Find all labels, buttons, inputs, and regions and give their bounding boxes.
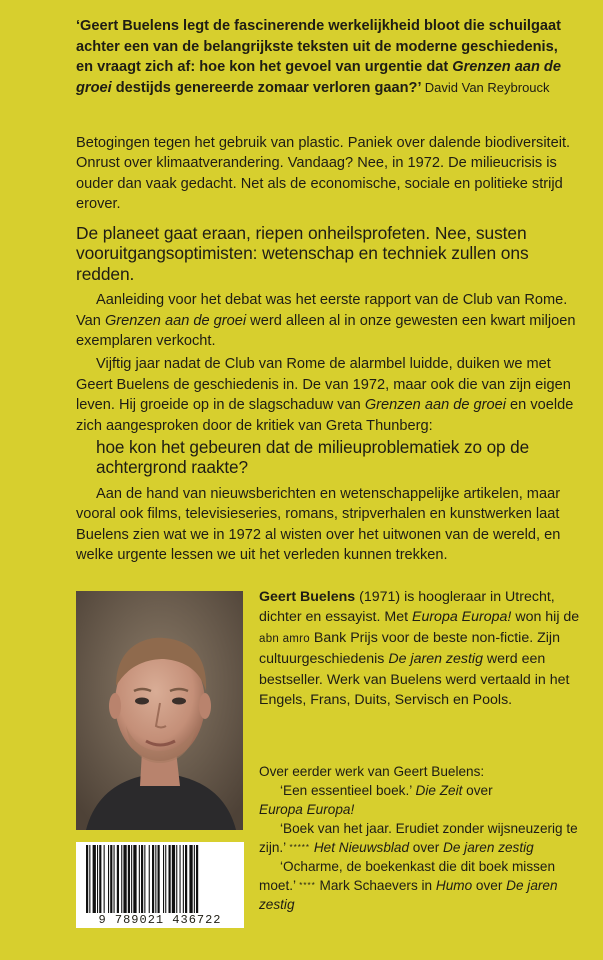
review-1-quote: ‘Een essentieel boek.’ xyxy=(280,783,416,798)
paragraph-2 xyxy=(76,290,581,351)
barcode-bar xyxy=(180,845,181,913)
bio-book-1: Europa Europa! xyxy=(411,609,512,626)
barcode-bar xyxy=(169,845,171,913)
reviews-intro: Over eerder werk van Geert Buelens: xyxy=(259,764,485,779)
author-name: Geert Buelens xyxy=(259,589,356,605)
barcode-bar xyxy=(121,845,122,913)
review-3-author: Mark Schaevers in xyxy=(315,878,436,893)
pull-quote-1: De planeet gaat eraan, riepen onheilsprofeten. Nee, susten vooruitgangsoptimisten: wetenschap en techniek zullen ons redden. xyxy=(76,222,529,284)
review-1-source: Die Zeit xyxy=(415,783,463,798)
bio-text-4: werd een bestseller. Werk van Buelens werd vertaald in het Engels, Frans, Duits, Servisch en Pools. xyxy=(259,651,570,709)
barcode-bar xyxy=(131,845,132,913)
barcode-bar xyxy=(196,845,198,913)
pull-quote-2: hoe kon het gebeuren dat de milieuproblematiek zo op de achtergrond raakte? xyxy=(96,436,530,478)
review-2-quote: ‘Boek van het jaar. Erudiet zonder wijsneuzerig te zijn.’ xyxy=(259,821,578,855)
paragraph-3-text-a: Vijftig jaar nadat de Club van Rome de alarmbel luidde, duiken we met Geert Buelens de geschiedenis in. De van 1972, maar ook die van zijn eigen leven. Hij groeide op in de slagschaduw van xyxy=(76,356,571,414)
review-3-quote: ‘Ocharme, de boekenkast die dit boek missen moet.’ xyxy=(259,859,556,893)
endorsement-text-2: destijds genereerde zomaar verloren gaan?’ xyxy=(111,79,425,96)
paragraph-2-text-b: werd alleen al in onze gewesten een kwart miljoen exemplaren verkocht. xyxy=(76,312,576,349)
review-1-book: Europa Europa! xyxy=(259,802,355,817)
paragraph-3-book-title: Grenzen aan de groei xyxy=(364,397,506,414)
barcode-bar xyxy=(89,845,90,913)
bio-text-1: (1971) is hoogleraar in Utrecht, dichter en essayist. Met xyxy=(259,589,555,626)
review-1-over: over xyxy=(462,783,493,798)
review-3-book: De jaren zestig xyxy=(259,878,558,912)
barcode-bar xyxy=(123,845,126,913)
barcode-bar xyxy=(104,845,105,913)
barcode-bar xyxy=(158,845,160,913)
barcode-bar xyxy=(86,845,88,913)
barcode-bar xyxy=(149,845,150,913)
barcode-bar xyxy=(114,845,115,913)
bio-text-2: won hij de xyxy=(511,609,580,626)
review-3-stars: **** xyxy=(299,881,316,890)
barcode-bar xyxy=(165,845,166,913)
author-portrait-image xyxy=(76,591,243,830)
barcode-bar xyxy=(185,845,187,913)
bio-book-2: De jaren zestig xyxy=(388,651,483,668)
barcode-bar xyxy=(117,845,119,913)
barcode-bar xyxy=(99,845,101,913)
barcode-bar xyxy=(152,845,154,913)
paragraph-4: Aan de hand van nieuwsberichten en wetenschappelijke artikelen, maar vooral ook films, televisieseries, romans, stripverhalen en kunstwerken laat Buelens zien wat we in 1972 al wisten over het uitwonen van de wereld, en welke urgente lessen we uit het verleden kunnen trekken. xyxy=(76,485,561,564)
paragraph-2-book-title: Grenzen aan de groei xyxy=(104,312,247,329)
review-2 xyxy=(259,819,584,857)
barcode-bar xyxy=(141,845,143,913)
barcode-bar xyxy=(144,845,145,913)
barcode-bar xyxy=(108,845,109,913)
barcode-bar xyxy=(133,845,136,913)
barcode-bar xyxy=(176,845,177,913)
author-photo xyxy=(76,591,243,830)
review-3-source: Humo xyxy=(435,878,473,893)
paragraph-3-text-b: en voelde zich aangesproken door de kritiek van Greta Thunberg: xyxy=(76,397,574,434)
barcode-bar xyxy=(139,845,140,913)
endorsement-quote xyxy=(76,16,576,98)
review-2-over: over xyxy=(409,840,444,855)
barcode-bar xyxy=(97,845,98,913)
review-1 xyxy=(259,781,584,819)
paragraph-3 xyxy=(76,354,581,436)
barcode-bar xyxy=(93,845,96,913)
barcode-bar xyxy=(128,845,130,913)
endorsement-author: David Van Reybrouck xyxy=(424,79,550,95)
review-3 xyxy=(259,857,584,914)
review-3-over: over xyxy=(472,878,507,893)
barcode-bars xyxy=(76,845,244,915)
barcode-bar xyxy=(189,845,192,913)
barcode-bar xyxy=(110,845,112,913)
barcode-bar xyxy=(155,845,156,913)
barcode-bar xyxy=(163,845,164,913)
intro-paragraph: Betogingen tegen het gebruik van plastic. Paniek over dalende biodiversiteit. Onrust over klimaatverandering. Vandaag? Nee, in 1972. De milieucrisis is ouder dan vaak gedacht. Net als de economische, sociale en politieke strijd erover. xyxy=(76,135,571,213)
endorsement-text-1: ‘Geert Buelens legt de fascinerende werkelijkheid bloot die schuilgaat achter een van de belangrijkste teksten uit de moderne geschiedenis, en vraagt zich af: hoe kon het gevoel van urgentie dat xyxy=(76,18,561,76)
author-bio xyxy=(259,587,584,710)
barcode-bar xyxy=(183,845,184,913)
back-cover-body xyxy=(76,133,581,566)
review-2-book: De jaren zestig xyxy=(443,840,534,855)
bio-prize-name: abn amro xyxy=(259,632,310,645)
endorsement-book-title: Grenzen aan de groei xyxy=(76,59,561,96)
review-2-source: Het Nieuwsblad xyxy=(310,840,410,855)
bio-text-3: Bank Prijs voor de beste non-fictie. Zijn cultuurgeschiedenis xyxy=(259,629,560,668)
barcode-bar xyxy=(194,845,195,913)
paragraph-2-text-a: Aanleiding voor het debat was het eerste rapport van de Club van Rome. Van xyxy=(76,292,568,329)
isbn-number: 9 789021 436722 xyxy=(98,913,222,927)
barcode-bar xyxy=(172,845,175,913)
review-quotes xyxy=(259,762,584,914)
isbn-barcode xyxy=(76,842,244,928)
review-2-stars: ***** xyxy=(289,843,311,852)
